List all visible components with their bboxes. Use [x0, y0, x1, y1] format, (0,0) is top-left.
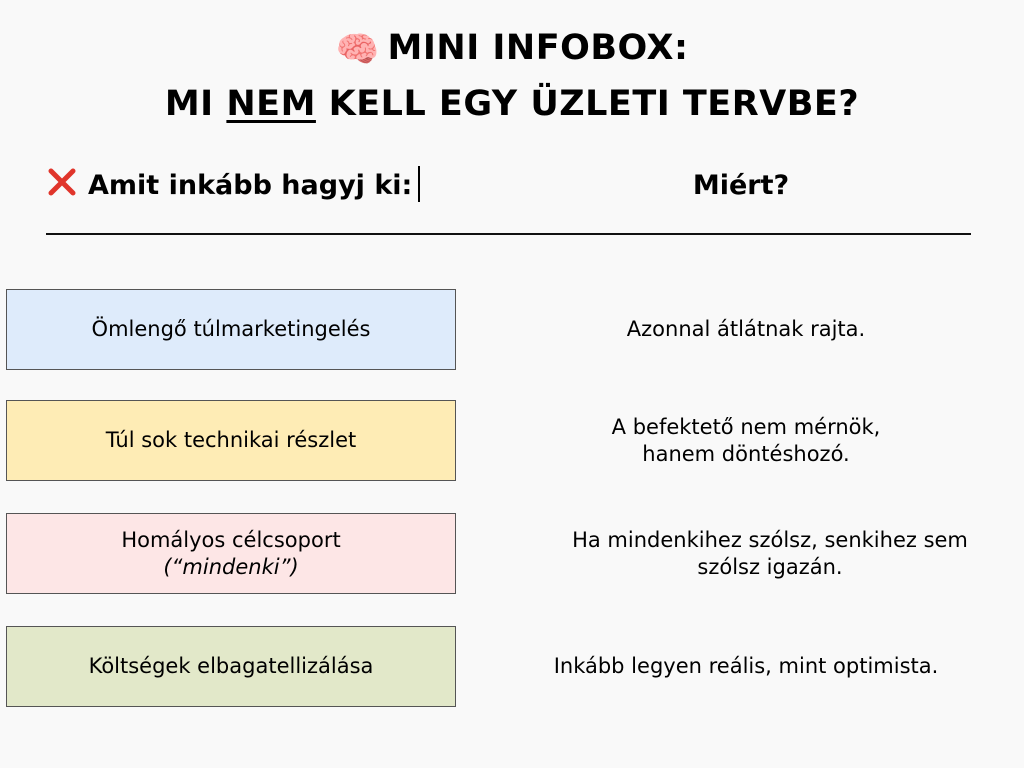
- title-line-2-suffix: KELL EGY ÜZLETI TERVBE?: [315, 84, 860, 124]
- reason-line: A befektető nem mérnök,: [611, 414, 881, 439]
- reason-line: szólsz igazán.: [697, 554, 843, 579]
- reason-line: Azonnal átlátnak rajta.: [626, 317, 866, 341]
- title-emphasis: NEM: [226, 84, 316, 124]
- omit-item-text: Homályos célcsoport: [121, 527, 341, 552]
- reason-line: Ha mindenkihez szólsz, senkihez sem: [572, 527, 968, 552]
- title-line-2-prefix: MI: [164, 84, 227, 124]
- reason-line: Inkább legyen reális, mint optimista.: [553, 654, 939, 678]
- red-x-icon: [46, 166, 78, 198]
- reason-text-3: [520, 513, 1020, 594]
- brain-icon: 🧠: [335, 30, 380, 70]
- text-caret: [418, 166, 420, 202]
- title-line-1-text: MINI INFOBOX:: [387, 28, 689, 68]
- omit-item-box-4: [6, 626, 456, 707]
- reason-text-4: [516, 626, 976, 707]
- reason-text-2: [516, 400, 976, 481]
- header-divider: [46, 233, 971, 235]
- omit-item-box-2: [6, 400, 456, 481]
- right-column-header: Miért?: [692, 170, 790, 201]
- title-line-2: [0, 82, 1024, 126]
- reason-line: hanem döntéshozó.: [642, 441, 850, 466]
- omit-item-text: Költségek elbagatellizálása: [88, 654, 374, 678]
- omit-item-text: Túl sok technikai részlet: [105, 428, 357, 452]
- left-column-header-text: Amit inkább hagyj ki:: [88, 170, 413, 201]
- omit-item-box-3: [6, 513, 456, 594]
- omit-item-text: Ömlengő túlmarketingelés: [91, 317, 371, 341]
- omit-item-note: (“mindenki”): [163, 554, 299, 579]
- omit-item-box-1: [6, 289, 456, 370]
- left-column-header: [46, 166, 420, 206]
- reason-text-1: [516, 289, 976, 370]
- title-line-1: [0, 26, 1024, 72]
